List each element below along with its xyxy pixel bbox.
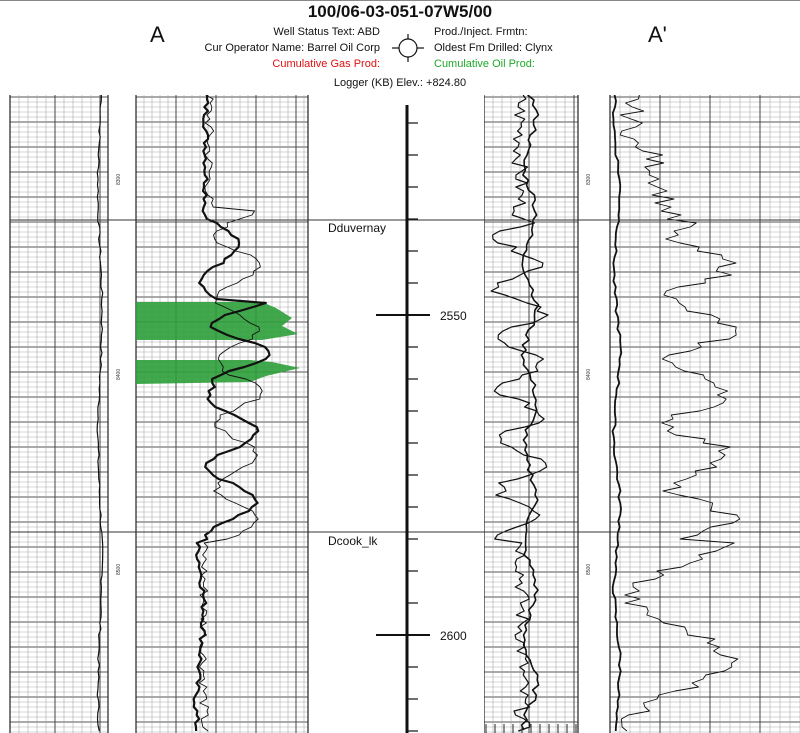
track-depth-tag-1: 8400 [116,368,122,380]
well-status-text: Well Status Text: ABD [273,26,380,38]
track-depth-tag-4: 8400 [586,368,592,380]
track-depth-tag-0: 8300 [116,173,122,185]
right-curve-2 [521,95,538,730]
well-id-title: 100/06-03-051-07W5/00 [307,2,493,21]
section-label-right: A' [648,22,667,47]
right-track-1-grid [484,95,578,733]
left-depth-column [108,95,136,733]
section-label-left: A [150,22,165,47]
left-track-1-grid [10,95,108,733]
right-curve-1 [491,95,548,731]
track-depth-tag-3: 8300 [586,173,592,185]
cumulative-gas-prod: Cumulative Gas Prod: [272,58,380,70]
formation-label-dduvernay: Dduvernay [328,221,387,235]
operator-name: Cur Operator Name: Barrel Oil Corp [204,42,380,54]
oldest-formation-drilled: Oldest Fm Drilled: Clynx [434,42,553,54]
formation-label-dcook-lk: Dcook_lk [328,534,378,548]
track-depth-tag-5: 8500 [586,563,592,575]
cumulative-oil-prod: Cumulative Oil Prod: [434,58,535,70]
depth-label-2550: 2550 [440,309,467,323]
right-depth-column [578,95,610,733]
log-header [0,0,800,95]
logger-elevation: Logger (KB) Elev.: +824.80 [333,77,467,89]
depth-label-2600: 2600 [440,629,467,643]
track-depth-tag-2: 8500 [116,563,122,575]
shaded-interval-lower [136,360,300,384]
header-top-border [0,0,800,1]
prod-inject-formation: Prod./Inject. Frmtn: [434,26,528,38]
well-symbol-icon [392,34,424,62]
